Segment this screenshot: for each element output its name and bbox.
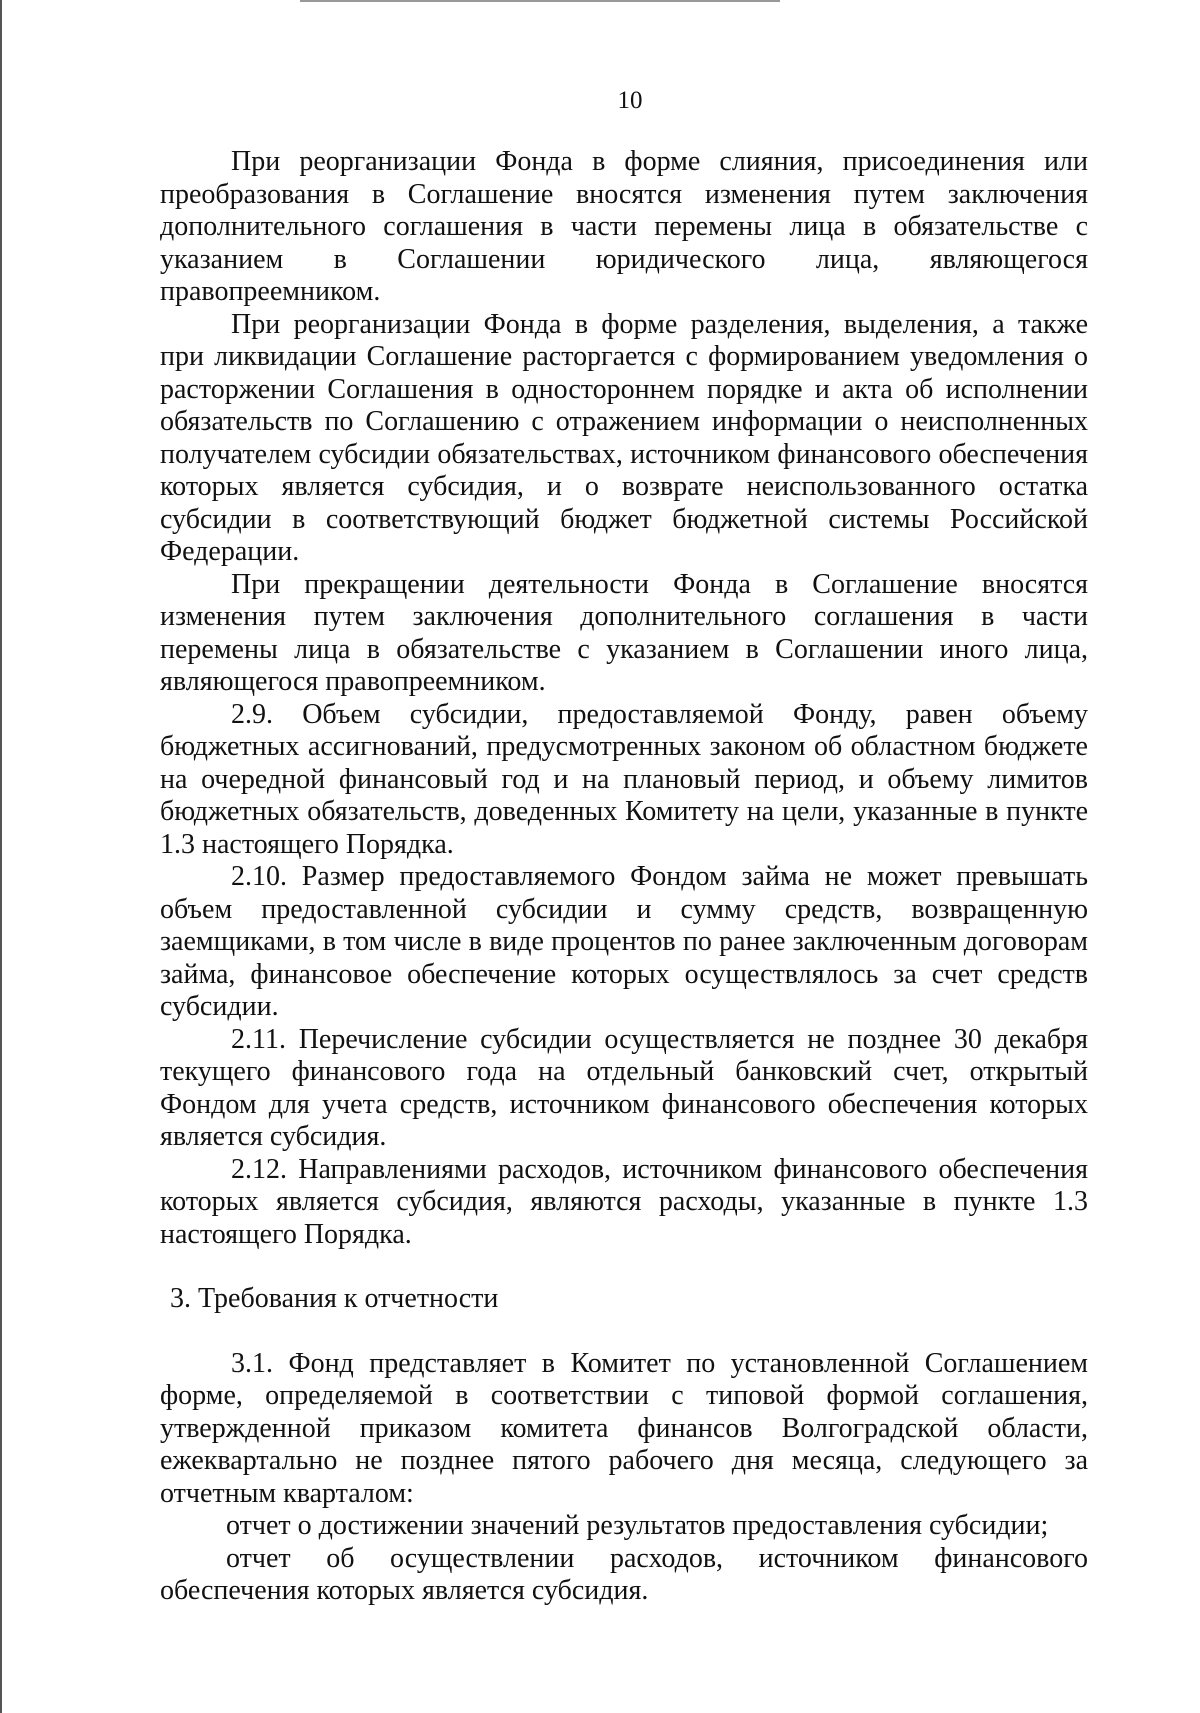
- paragraph-reorganization-division: При реорганизации Фонда в форме разделения, выделения, а также при ликвидации Соглашение расторгается с формированием уведомления о расторжении Соглашения в одностороннем порядке и акта об исполнении обязательств по Соглашению с отражением информации о неисполненных получателем субсидии обязательствах, источником финансового обеспечения которых является субсидия, и о возврате неиспользованного остатка субсидии в соответствующий бюджет бюджетной системы Российской Федерации.: [160, 308, 1088, 567]
- paragraph-2-11: 2.11. Перечисление субсидии осуществляется не позднее 30 декабря текущего финансового года на отдельный банковский счет, открытый Фондом для учета средств, источником финансового обеспечения которых является субсидия.: [160, 1023, 1088, 1152]
- report-item-results: отчет о достижении значений результатов предоставления субсидии;: [226, 1510, 1049, 1541]
- paragraph-2-9: 2.9. Объем субсидии, предоставляемой Фонду, равен объему бюджетных ассигнований, предусмотренных законом об областном бюджете на очередной финансовый год и на плановый период, и объему лимитов бюджетных обязательств, доведенных Комитету на цели, указанные в пункте 1.3 настоящего Порядка.: [160, 698, 1088, 860]
- scan-edge-top: [300, 0, 780, 2]
- scan-edge-left: [0, 0, 2, 1713]
- paragraph-3-1: 3.1. Фонд представляет в Комитет по установленной Соглашением форме, определяемой в соответствии с типовой формой соглашения, утвержденной приказом комитета финансов Волгоградской области, ежеквартально не позднее пятого рабочего дня месяца, следующего за отчетным кварталом:: [160, 1347, 1088, 1509]
- report-item-expenses: отчет об осуществлении расходов, источником финансового обеспечения которых является субсидия.: [160, 1542, 1088, 1606]
- paragraph-termination: При прекращении деятельности Фонда в Соглашение вносятся изменения путем заключения дополнительного соглашения в части перемены лица в обязательстве с указанием в Соглашении иного лица, являющегося правопреемником.: [160, 568, 1088, 697]
- paragraph-reorganization-merger: При реорганизации Фонда в форме слияния, присоединения или преобразования в Соглашение вносятся изменения путем заключения дополнительного соглашения в части перемены лица в обязательстве с указанием в Соглашении юридического лица, являющегося правопреемником.: [160, 146, 1088, 307]
- section-heading-reporting: 3. Требования к отчетности: [170, 1283, 499, 1314]
- document-body: [160, 146, 1088, 1608]
- page-number: 10: [617, 87, 643, 114]
- paragraph-2-10: 2.10. Размер предоставляемого Фондом займа не может превышать объем предоставленной субсидии и сумму средств, возвращенную заемщиками, в том числе в виде процентов по ранее заключенным договорам займа, финансовое обеспечение которых осуществлялось за счет средств субсидии.: [160, 861, 1088, 1022]
- paragraph-2-12: 2.12. Направлениями расходов, источником финансового обеспечения которых является субсидия, являются расходы, указанные в пункте 1.3 настоящего Порядка.: [160, 1153, 1088, 1250]
